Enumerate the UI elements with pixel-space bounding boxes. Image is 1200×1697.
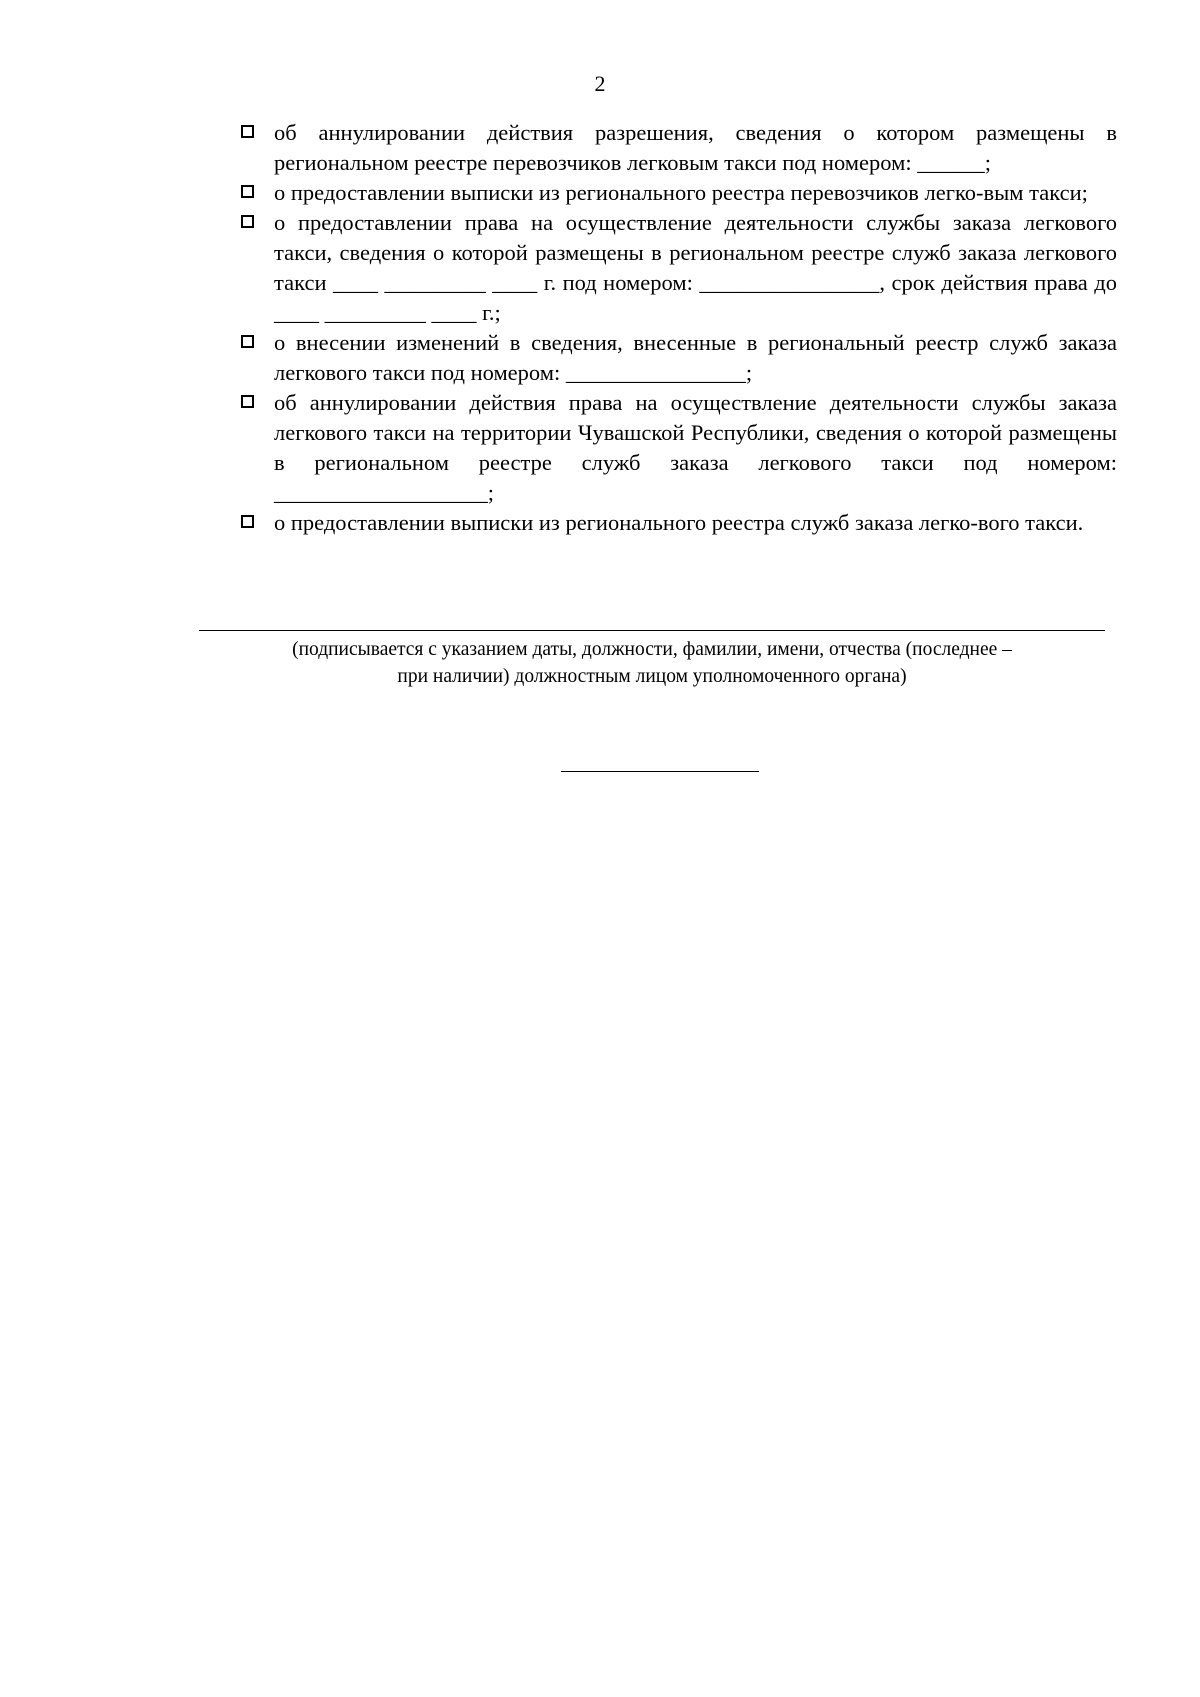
request-options-list xyxy=(237,118,1117,538)
option-cancel-permit xyxy=(237,118,1117,178)
option-text: о внесении изменений в сведения, внесенные в региональный реестр служб заказа легкового такси под номером: ________________; xyxy=(274,330,1117,385)
option-amend-registry xyxy=(237,328,1117,388)
checkbox[interactable] xyxy=(241,515,254,528)
option-dispatch-registry-extract xyxy=(237,508,1117,538)
option-carrier-registry-extract xyxy=(237,178,1117,208)
option-grant-dispatch-right xyxy=(237,208,1117,328)
option-text: об аннулировании действия права на осуществление деятельности службы заказа легкового такси на территории Чувашской Республики, сведения о которой размещены в региональном реестре служб заказа легкового такси под номером: ___________________; xyxy=(274,390,1117,505)
option-text: о предоставлении права на осуществление деятельности службы заказа легкового такси, сведения о которой размещены в региональном реестре служб заказа легкового такси ____ _________ ____ г. под номером: ________________, срок действия права до ____ _________ ____ г.; xyxy=(274,210,1117,325)
signature-line xyxy=(199,630,1105,631)
signature-note-line: (подписывается с указанием даты, должности, фамилии, имени, отчества (последнее – xyxy=(292,639,1012,660)
checkbox[interactable] xyxy=(241,185,254,198)
document-end-line xyxy=(561,771,759,772)
option-cancel-dispatch-right xyxy=(237,388,1117,508)
signature-note xyxy=(199,636,1105,690)
checkbox[interactable] xyxy=(241,125,254,138)
checkbox[interactable] xyxy=(241,335,254,348)
checkbox[interactable] xyxy=(241,395,254,408)
checkbox[interactable] xyxy=(241,215,254,228)
signature-note-line: при наличии) должностным лицом уполномоченного органа) xyxy=(397,666,907,687)
option-text: о предоставлении выписки из регионального реестра служб заказа легко-вого такси. xyxy=(274,510,1084,535)
option-text: о предоставлении выписки из регионального реестра перевозчиков легко-вым такси; xyxy=(274,180,1088,205)
page-number: 2 xyxy=(594,71,606,96)
option-text: об аннулировании действия разрешения, сведения о котором размещены в региональном реестре перевозчиков легковым такси под номером: ______; xyxy=(274,120,1117,175)
